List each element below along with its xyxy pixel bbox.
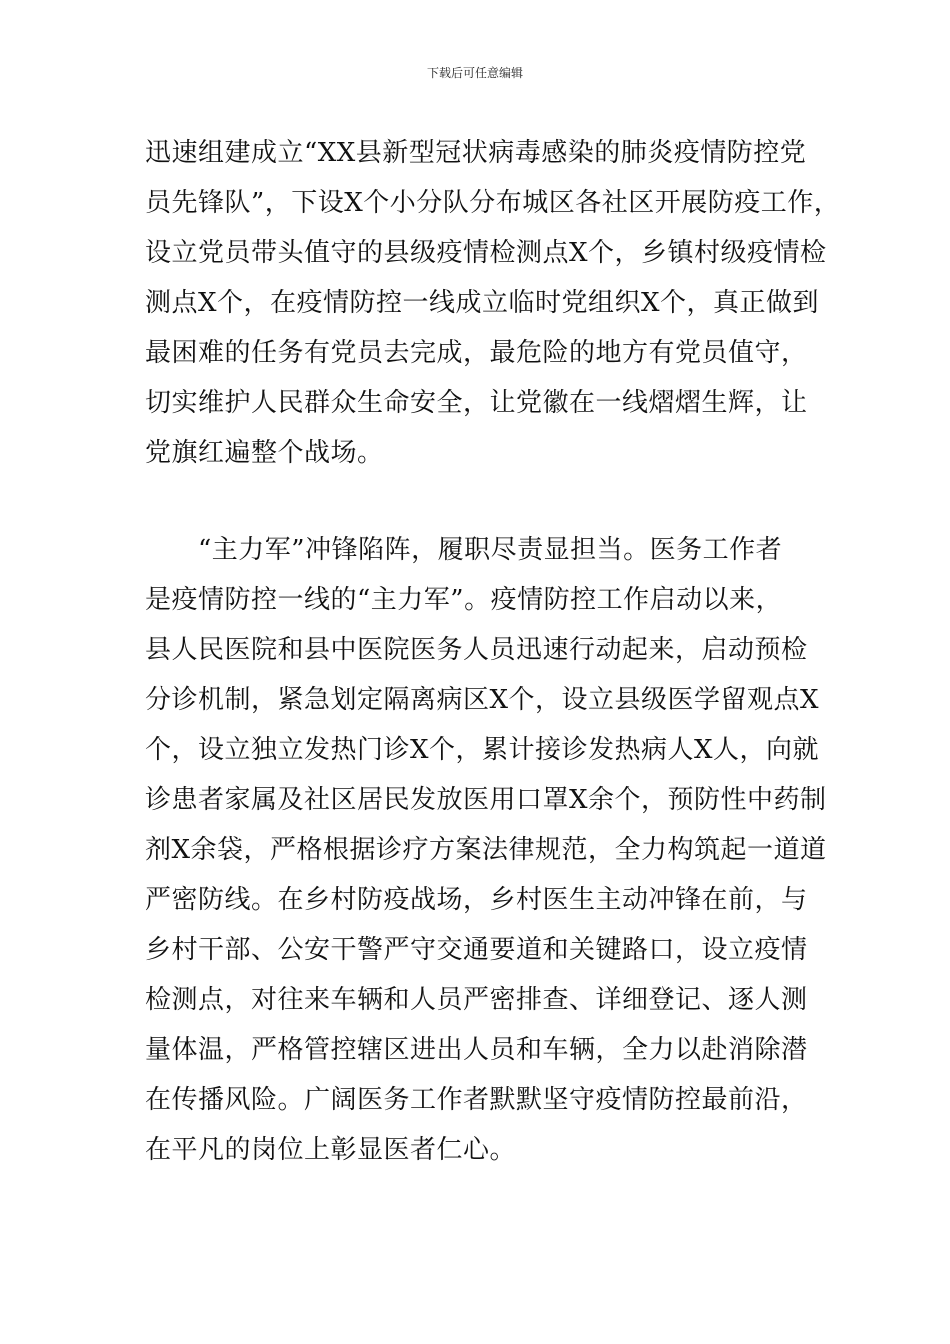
text-line: 切实维护人民群众生命安全，让党徽在一线熠熠生辉，让 (145, 388, 808, 418)
text-line: 严密防线。在乡村防疫战场，乡村医生主动冲锋在前，与 (145, 885, 808, 915)
text-line: 迅速组建成立“XX县新型冠状病毒感染的肺炎疫情防控党 (145, 138, 807, 168)
text-line: 最困难的任务有党员去完成，最危险的地方有党员值守， (145, 338, 808, 368)
text-line: 是疫情防控一线的“主力军”。疫情防控工作启动以来， (145, 585, 783, 615)
text-line: 剂X余袋，严格根据诊疗方案法律规范，全力构筑起一道道 (145, 835, 827, 865)
text-line: 设立党员带头值守的县级疫情检测点X个，乡镇村级疫情检 (145, 238, 827, 268)
page-header: 下载后可任意编辑 (426, 66, 523, 80)
text-line: 员先锋队”，下设X个小分队分布城区各社区开展防疫工作， (145, 188, 841, 218)
text-line: 县人民医院和县中医院医务人员迅速行动起来，启动预检 (145, 635, 808, 665)
text-line: 测点X个，在疫情防控一线成立临时党组织X个，真正做到 (145, 288, 820, 318)
text-line: 党旗红遍整个战场。 (145, 438, 384, 468)
text-line: 分诊机制，紧急划定隔离病区X个，设立县级医学留观点X (145, 685, 820, 715)
text-line: 乡村干部、公安干警严守交通要道和关键路口，设立疫情 (145, 935, 808, 965)
text-line: 个，设立独立发热门诊X个，累计接诊发热病人X人，向就 (145, 735, 820, 765)
text-line: 在传播风险。广阔医务工作者默默坚守疫情防控最前沿， (145, 1085, 808, 1115)
text-line: 诊患者家属及社区居民发放医用口罩X余个，预防性中药制 (145, 785, 827, 815)
paragraph-party-vanguard (145, 128, 841, 478)
text-line: “主力军”冲锋陷阵，履职尽责显担当。医务工作者 (145, 535, 783, 565)
text-line: 量体温，严格管控辖区进出人员和车辆，全力以赴消除潜 (145, 1035, 808, 1065)
text-line: 检测点，对往来车辆和人员严密排查、详细登记、逐人测 (145, 985, 808, 1015)
paragraph-medical-workers (145, 525, 835, 1175)
text-line: 在平凡的岗位上彰显医者仁心。 (145, 1135, 517, 1165)
